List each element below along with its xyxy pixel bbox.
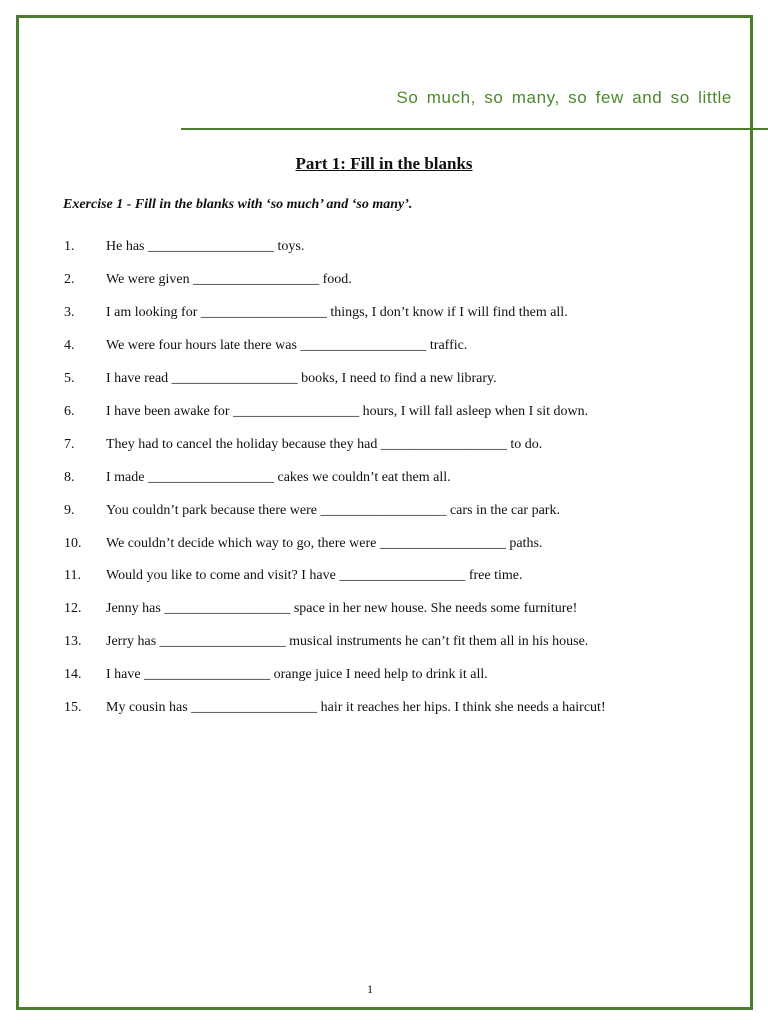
question-text: I have been awake for __________________ hours, I will fall asleep when I sit down. (106, 404, 589, 419)
exercise-title: Exercise 1 - Fill in the blanks with ‘so much’ and ‘so many’. (63, 197, 413, 212)
question-number: 10. (64, 536, 82, 551)
question-number: 11. (64, 568, 81, 583)
question-number: 3. (64, 305, 75, 320)
question-number: 14. (64, 667, 82, 682)
question-item (0, 239, 760, 259)
worksheet-header-title: So much, so many, so few and so little (396, 88, 732, 107)
question-text: Jenny has __________________ space in her new house. She needs some furniture! (106, 601, 578, 616)
question-item (0, 437, 760, 457)
question-item (0, 404, 760, 424)
question-number: 13. (64, 634, 82, 649)
question-item (0, 503, 760, 523)
question-text: I am looking for __________________ things, I don’t know if I will find them all. (106, 305, 568, 320)
question-text: He has __________________ toys. (106, 239, 305, 254)
question-item (0, 305, 760, 325)
question-text: We couldn’t decide which way to go, there were __________________ paths. (106, 536, 543, 551)
question-number: 8. (64, 470, 75, 485)
question-text: I have __________________ orange juice I need help to drink it all. (106, 667, 488, 682)
question-number: 15. (64, 700, 82, 715)
question-text: We were four hours late there was __________________ traffic. (106, 338, 468, 353)
question-text: My cousin has __________________ hair it reaches her hips. I think she needs a haircut! (106, 700, 606, 715)
question-item (0, 338, 760, 358)
question-item (0, 272, 760, 292)
question-item (0, 568, 760, 588)
question-item (0, 634, 760, 654)
question-number: 7. (64, 437, 75, 452)
question-number: 1. (64, 239, 75, 254)
question-item (0, 700, 760, 720)
question-item (0, 371, 760, 391)
question-text: You couldn’t park because there were __________________ cars in the car park. (106, 503, 560, 518)
question-text: I have read __________________ books, I need to find a new library. (106, 371, 497, 386)
question-text: They had to cancel the holiday because they had __________________ to do. (106, 437, 543, 452)
question-item (0, 667, 760, 687)
question-text: I made __________________ cakes we couldn’t eat them all. (106, 470, 451, 485)
question-number: 6. (64, 404, 75, 419)
question-number: 12. (64, 601, 82, 616)
question-number: 4. (64, 338, 75, 353)
question-text: We were given __________________ food. (106, 272, 352, 287)
question-number: 5. (64, 371, 75, 386)
part-title: Part 1: Fill in the blanks (295, 154, 473, 173)
question-number: 2. (64, 272, 75, 287)
question-number: 9. (64, 503, 75, 518)
question-item (0, 470, 760, 490)
question-item (0, 601, 760, 621)
question-text: Jerry has __________________ musical instruments he can’t fit them all in his house. (106, 634, 589, 649)
question-text: Would you like to come and visit? I have __________________ free time. (106, 568, 523, 583)
page-number: 1 (367, 982, 373, 996)
question-item (0, 536, 760, 556)
